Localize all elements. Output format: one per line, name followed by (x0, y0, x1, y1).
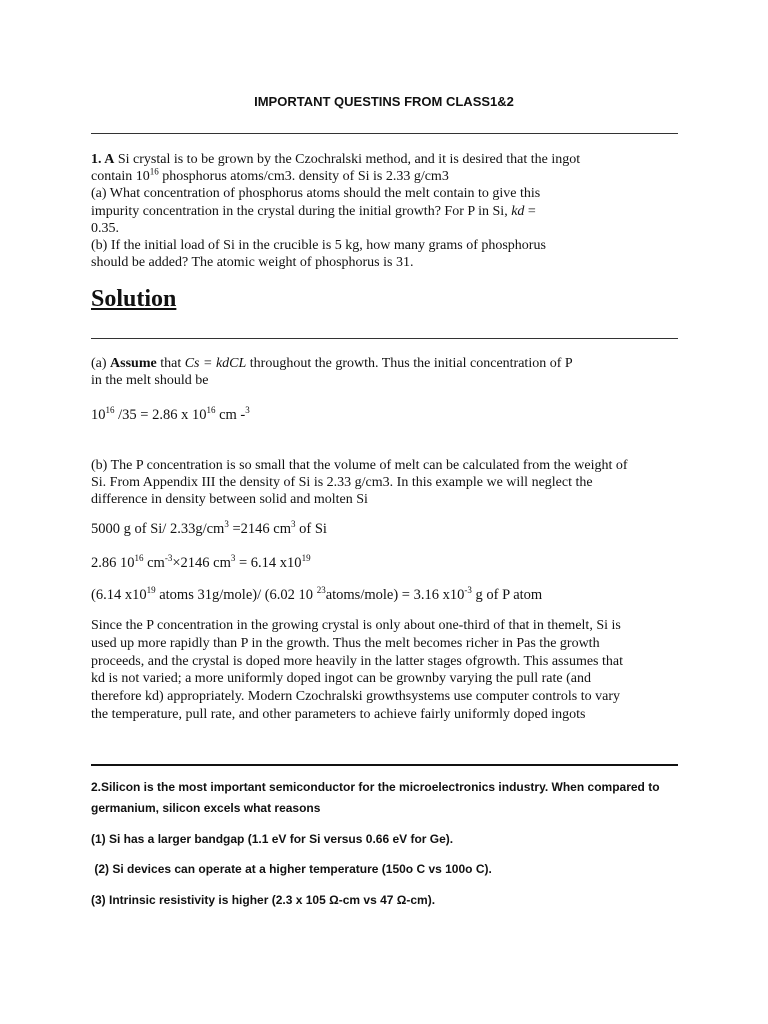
discussion-paragraph (91, 617, 691, 724)
q1-line-4-text: impurity concentration in the crystal during the initial growth? For P in Si, (91, 203, 512, 219)
discussion-line-5: therefore kd) appropriately. Modern Czochralski growthsystems use computer controls to vary (91, 689, 620, 705)
q1-line-6: (b) If the initial load of Si in the crucible is 5 kg, how many grams of phosphorus (91, 238, 546, 254)
q1-kd-symbol: kd (511, 203, 525, 219)
q1-line-3: (a) What concentration of phosphorus atoms should the melt contain to give this (91, 186, 541, 202)
eq2-part-a: 5000 g of Si/ 2.33g/cm (91, 521, 225, 537)
eq3-exp-1: 16 (134, 553, 144, 564)
eq1-exp-1: 16 (105, 405, 115, 416)
eq3-exp-4: 19 (301, 553, 311, 564)
eq3-part-c: ×2146 cm (172, 555, 231, 571)
equation-4 (91, 587, 542, 604)
equation-2 (91, 521, 327, 538)
equation-1 (91, 407, 250, 424)
sol-b-line-3: difference in density between solid and molten Si (91, 492, 368, 508)
q1-line-4 (91, 203, 691, 220)
divider-question-2 (91, 764, 678, 766)
q2-line-1: 2.Silicon is the most important semiconductor for the microelectronics industry. When compared to (91, 780, 660, 794)
eq4-part-a: (6.14 x10 (91, 587, 147, 603)
eq2-part-c: of Si (295, 521, 327, 537)
q1-line-7: should be added? The atomic weight of phosphorus is 31. (91, 255, 414, 271)
eq1-exp-2: 16 (206, 405, 216, 416)
divider-top (91, 133, 678, 134)
eq1-base: 10 (91, 407, 106, 423)
sol-a-formula: Cs = kdCL (184, 356, 247, 371)
q2-item-3: (3) Intrinsic resistivity is higher (2.3 x 105 Ω-cm vs 47 Ω-cm). (91, 893, 436, 907)
q2-item-1: (1) Si has a larger bandgap (1.1 eV for Si versus 0.66 eV for Ge). (91, 832, 454, 846)
sol-a-prefix: (a) (91, 356, 111, 371)
eq2-exp-1: 3 (224, 519, 229, 530)
solution-a (91, 355, 691, 389)
q1-line-1 (91, 151, 691, 168)
eq3-part-d: = 6.14 x10 (235, 555, 302, 571)
eq2-exp-2: 3 (290, 519, 296, 530)
sol-a-line-1 (91, 355, 691, 372)
discussion-line-6: the temperature, pull rate, and other parameters to achieve fairly uniformly doped ingots (91, 706, 586, 722)
solution-b (91, 457, 691, 509)
eq3-part-a: 2.86 10 (91, 555, 135, 571)
discussion-line-1: Since the P concentration in the growing crystal is only about one-third of that in themelt, Si is (91, 618, 621, 633)
eq3-part-b: cm (143, 555, 165, 571)
q1-line-5: 0.35. (91, 220, 119, 236)
question-2 (91, 777, 691, 819)
sol-a-rest: throughout the growth. Thus the initial concentration of P (246, 356, 573, 371)
eq1-exp-3: 3 (245, 405, 250, 416)
eq3-exp-3: 3 (230, 553, 236, 564)
eq4-exp-2: 23 (316, 585, 326, 596)
eq4-exp-1: 19 (146, 585, 156, 596)
q1-line-2-text: contain 10 (91, 169, 150, 185)
q1-line-2 (91, 168, 691, 185)
eq1-unit: cm - (215, 407, 246, 423)
q1-line-2-rest: phosphorus atoms/cm3. density of Si is 2.33 g/cm3 (158, 169, 449, 185)
eq2-part-b: =2146 cm (228, 521, 291, 537)
discussion-line-4: kd is not varied; a more uniformly doped ingot can be grownby varying the pull rate (and (91, 671, 591, 687)
q1-line-4-rest: = (524, 203, 536, 219)
discussion-line-2: used up more rapidly than P in the growth. Thus the melt becomes richer in Pas the growth (91, 635, 600, 651)
eq4-part-b: atoms 31g/mole)/ (6.02 10 (155, 587, 317, 603)
eq4-exp-3: -3 (464, 585, 472, 596)
q2-item-2: (2) Si devices can operate at a higher temperature (150o C vs 100o C). (91, 862, 492, 876)
discussion-line-3: proceeds, and the crystal is doped more heavily in the latter stages ofgrowth. This assumes that (91, 653, 623, 669)
q1-line-1-text: Si crystal is to be grown by the Czochralski method, and it is desired that the ingot (114, 152, 581, 167)
sol-a-line-2: in the melt should be (91, 373, 209, 389)
sol-a-mid: that (156, 356, 185, 371)
solution-heading: Solution (91, 286, 177, 312)
sol-b-line-1: (b) The P concentration is so small that the volume of melt can be calculated from the weight of (91, 458, 628, 473)
sol-b-line-2: Si. From Appendix III the density of Si is 2.33 g/cm3. In this example we will neglect the (91, 475, 593, 491)
divider-solution (91, 338, 678, 339)
eq4-part-c: atoms/mole) = 3.16 x10 (325, 587, 465, 603)
eq4-part-d: g of P atom (471, 587, 543, 603)
eq1-mid: /35 = 2.86 x 10 (114, 407, 207, 423)
equation-3 (91, 555, 311, 572)
question-1 (91, 151, 691, 271)
eq3-exp-2: -3 (164, 553, 173, 564)
q1-number: 1. A (91, 152, 115, 167)
q2-line-2: germanium, silicon excels what reasons (91, 801, 321, 815)
page-title: IMPORTANT QUESTINS FROM CLASS1&2 (254, 94, 514, 109)
q1-line-2-exponent: 16 (149, 166, 159, 177)
sol-a-assume: Assume (110, 356, 157, 371)
